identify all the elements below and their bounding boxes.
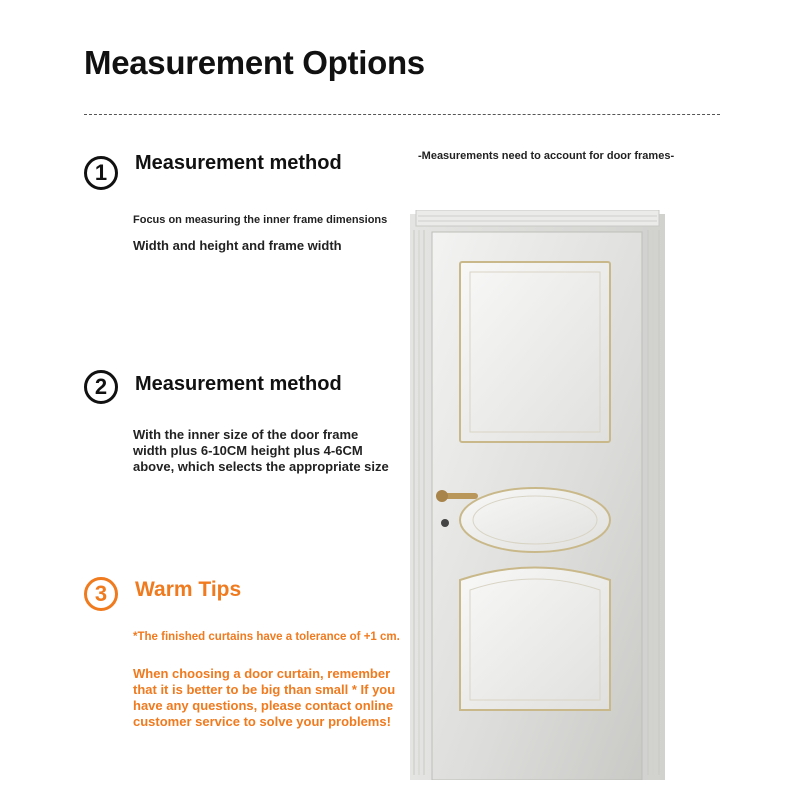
circled-number-2: 2 — [84, 370, 118, 404]
section-1-line-2: Width and height and frame width — [133, 238, 342, 253]
door-frame-note: -Measurements need to account for door frames- — [418, 150, 675, 162]
tolerance-note: *The finished curtains have a tolerance of +1 cm. — [133, 631, 400, 643]
section-2-heading: Measurement method — [135, 373, 342, 395]
section-1-heading: Measurement method — [135, 152, 342, 174]
circled-number-1: 1 — [84, 156, 118, 190]
circled-number-3: 3 — [84, 577, 118, 611]
dashed-divider — [84, 114, 720, 115]
section-2-text: With the inner size of the door frame width plus 6-10CM height plus 4-6CM above, which selects the appropriate size — [133, 427, 389, 474]
section-1-line-1: Focus on measuring the inner frame dimensions — [133, 214, 388, 226]
page-title: Measurement Options — [84, 44, 425, 81]
door-image — [410, 210, 665, 780]
warm-tips-advice: When choosing a door curtain, remember that it is better to be big than small * If you have any questions, please contact online customer service to solve your problems! — [133, 666, 396, 729]
section-3-heading: Warm Tips — [135, 578, 242, 601]
door-illustration — [410, 210, 665, 780]
